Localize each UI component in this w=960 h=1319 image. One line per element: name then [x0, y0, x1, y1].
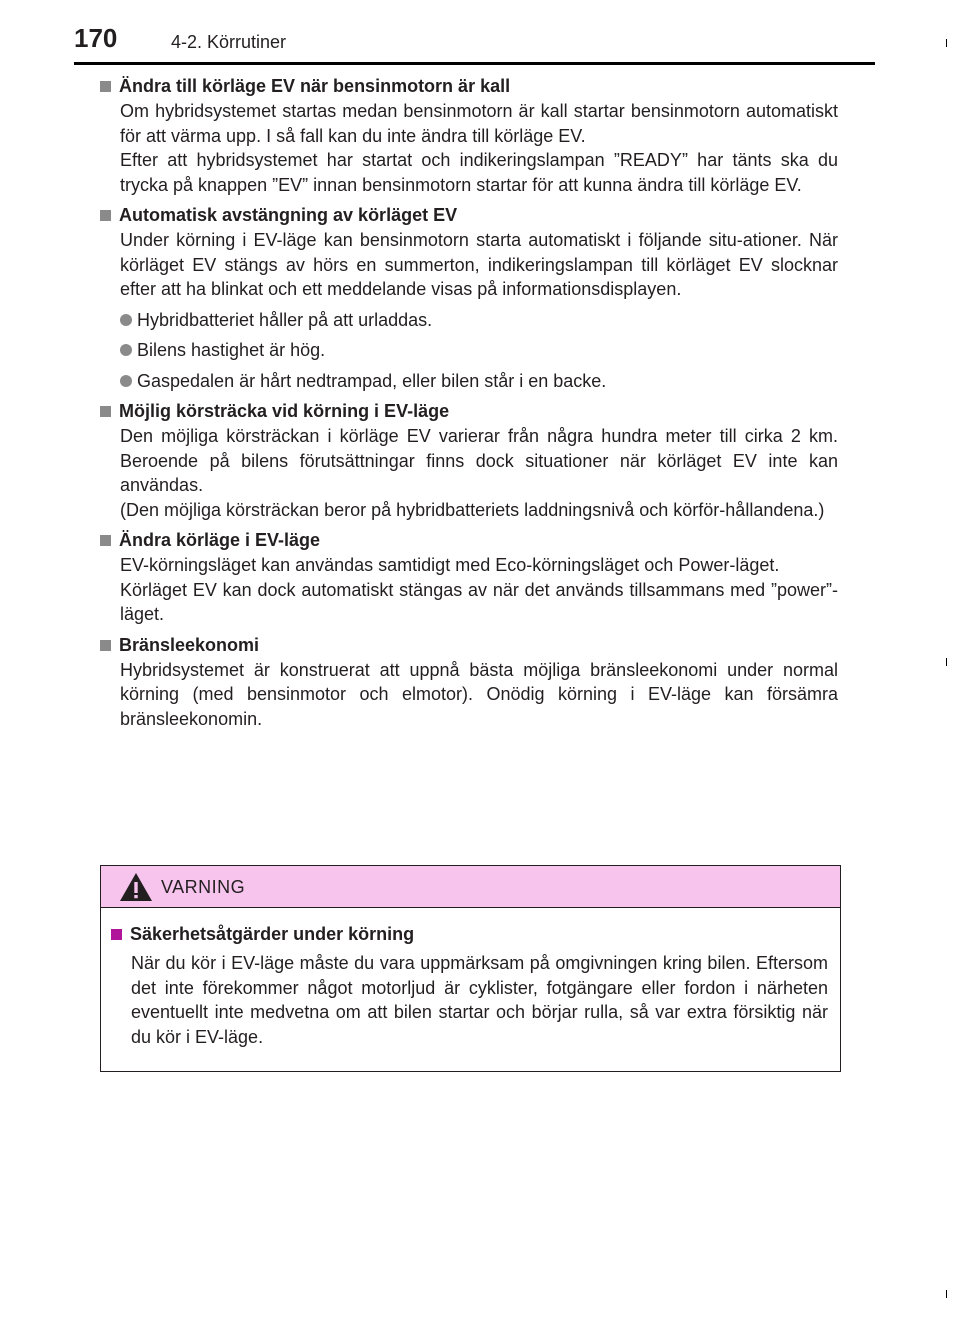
list-item-text: Gaspedalen är hårt nedtrampad, eller bilen står i en backe.	[137, 370, 607, 391]
paragraph: (Den möjliga körsträckan beror på hybridbatteriets laddningsnivå och körför-hållandena.)	[120, 499, 825, 520]
condition-list	[120, 308, 838, 394]
paragraph: Hybridsystemet är konstruerat att uppnå bästa möjliga bränsleekonomi under normal körning (med bensinmotor och elmotor). Onödig körning i EV-läge kan försämra bränsleekonomin.	[120, 659, 838, 729]
paragraph: Den möjliga körsträckan i körläge EV varierar från några hundra meter till cirka 2 km. Beroende på bilens förutsättningar finns dock situationer när körläget EV inte kan användas.	[120, 426, 838, 495]
section-ev-mode-change	[100, 528, 838, 627]
square-bullet-icon	[111, 929, 122, 940]
paragraph: EV-körningsläget kan användas samtidigt med Eco-körningsläget och Power-läget.	[120, 555, 780, 575]
warning-box	[100, 865, 841, 1072]
crop-mark	[946, 39, 947, 47]
section-heading	[100, 203, 838, 228]
section-heading-text: Automatisk avstängning av körläget EV	[119, 205, 458, 225]
circle-bullet-icon	[120, 314, 132, 326]
section-heading-text: Ändra till körläge EV när bensinmotorn är kall	[119, 76, 511, 96]
warning-header	[101, 866, 840, 908]
paragraph: Om hybridsystemet startas medan bensinmotorn är kall startar bensinmotorn automatiskt för att värma upp. I så fall kan du inte ändra till körläge EV.	[120, 101, 838, 146]
square-bullet-icon	[100, 535, 111, 546]
list-item	[120, 308, 838, 333]
paragraph: Under körning i EV-läge kan bensinmotorn starta automatiskt i följande situ-ationer. När körläget EV stängs av hörs en summerton, indikeringslampan till körläget EV slocknar efter att ha blinkat och ett meddelande visas på informationsdisplayen.	[120, 230, 838, 299]
crop-mark	[946, 658, 947, 666]
warning-heading	[111, 922, 828, 947]
warning-label: VARNING	[161, 876, 246, 897]
square-bullet-icon	[100, 406, 111, 417]
section-heading	[100, 528, 838, 553]
list-item-text: Bilens hastighet är hög.	[137, 340, 326, 360]
section-heading	[100, 633, 838, 658]
warning-body	[101, 908, 840, 1049]
page-header	[74, 20, 874, 60]
section-heading-text: Bränsleekonomi	[119, 634, 260, 655]
warning-text: När du kör i EV-läge måste du vara uppmärksam på omgivningen kring bilen. Eftersom det inte förekommer något motorljud är cyklister, fotgängare eller fordon i närheten eventuellt inte medvetna om att bilen startar och börjar rulla, så var extra försiktig när du kör i EV-läge.	[131, 953, 828, 1047]
section-ev-auto-off	[100, 203, 838, 393]
section-heading-text: Ändra körläge i EV-läge	[119, 530, 321, 550]
list-item	[120, 338, 838, 363]
header-rule	[74, 62, 875, 65]
square-bullet-icon	[100, 210, 111, 221]
section-heading	[100, 399, 838, 424]
section-ev-cold-engine	[100, 74, 838, 197]
circle-bullet-icon	[120, 375, 132, 387]
main-content	[100, 74, 838, 737]
section-ev-range	[100, 399, 838, 522]
square-bullet-icon	[100, 81, 111, 92]
section-heading	[100, 74, 838, 99]
page-number: 170	[74, 23, 118, 53]
warning-heading-text: Säkerhetsåtgärder under körning	[130, 924, 415, 944]
section-heading-text: Möjlig körsträcka vid körning i EV-läge	[119, 401, 450, 421]
list-item-text: Hybridbatteriet håller på att urladdas.	[137, 309, 433, 330]
paragraph: Körläget EV kan dock automatiskt stängas av när det används tillsammans med ”power”-läget.	[120, 579, 838, 624]
list-item	[120, 369, 838, 394]
crop-mark	[946, 1290, 947, 1298]
paragraph: Efter att hybridsystemet har startat och indikeringslampan ”READY” har tänts ska du trycka på knappen ”EV” innan bensinmotorn startar för att kunna ändra till körläge EV.	[120, 150, 838, 195]
square-bullet-icon	[100, 640, 111, 651]
circle-bullet-icon	[120, 344, 132, 356]
warning-triangle-icon	[119, 872, 153, 902]
chapter-title: 4-2. Körrutiner	[171, 32, 287, 52]
section-fuel-economy	[100, 633, 838, 732]
